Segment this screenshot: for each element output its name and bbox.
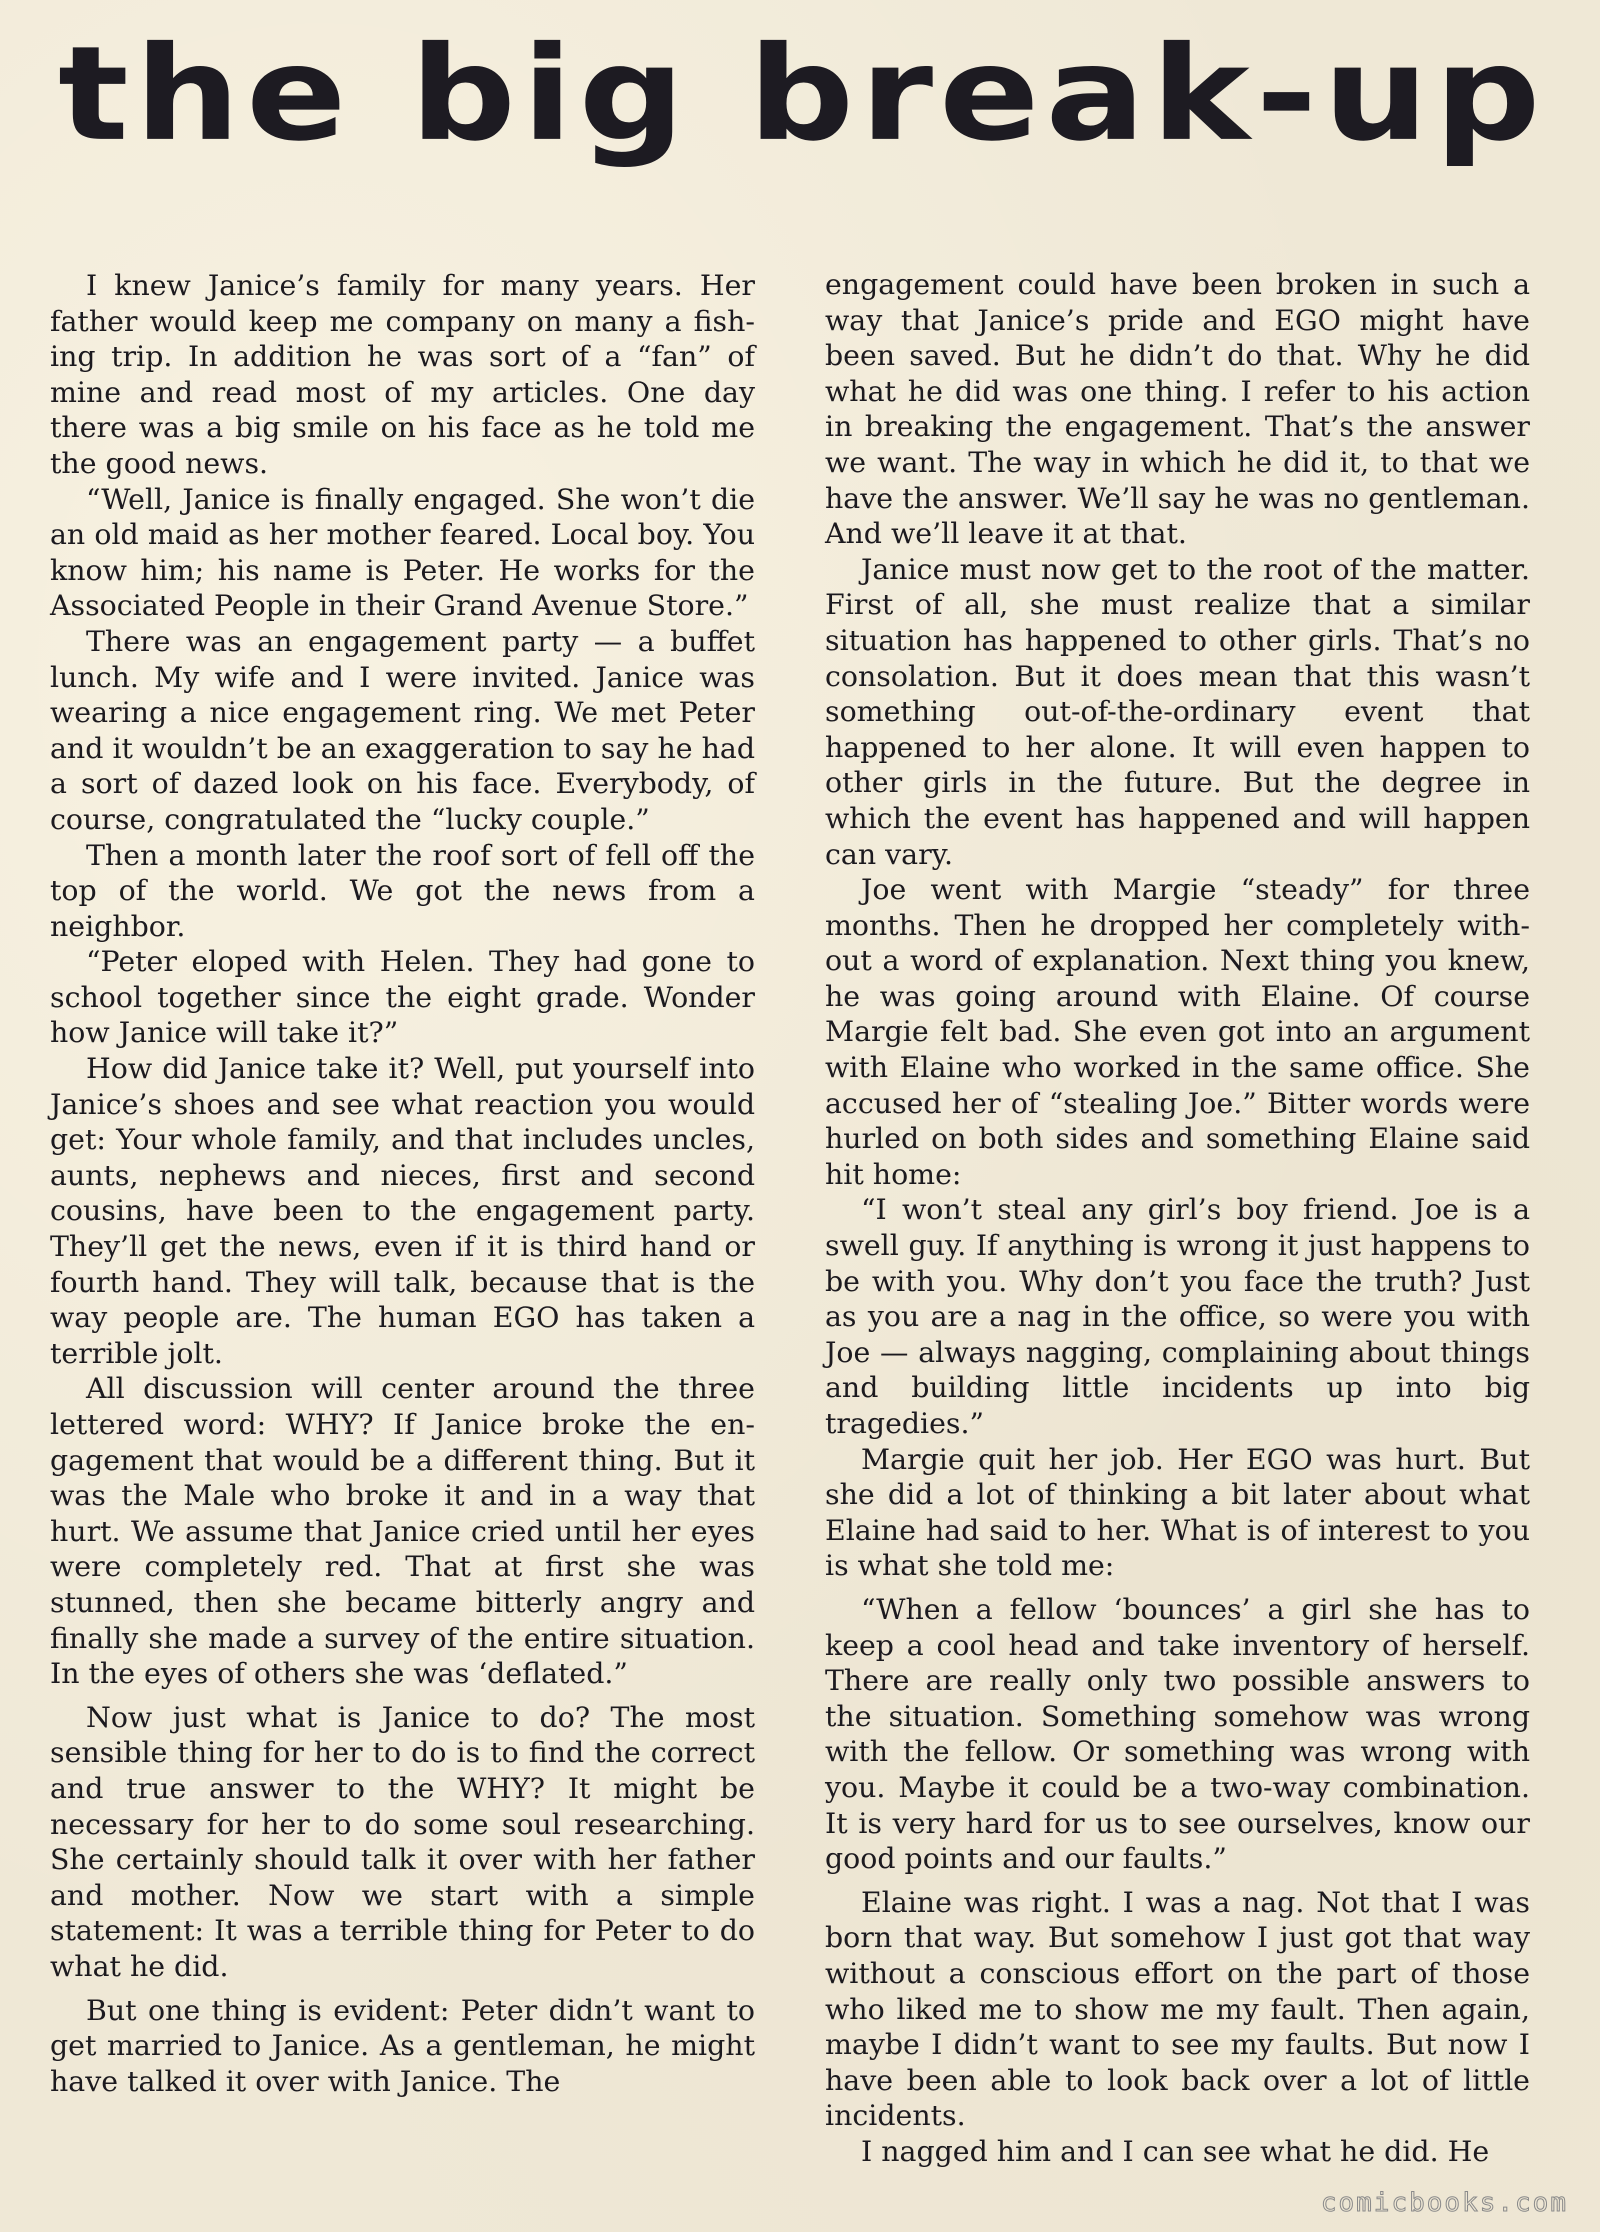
paragraph: “When a fellow ‘bounces’ a girl she has to keep a cool head and take inventory of herself. There are really only two possible answers to the situation. Something somehow was wrong with the fellow. Or something was wrong with you. Maybe it could be a two-way combination. It is very hard for us to see ourselves, know our good points and our faults.” xyxy=(825,1592,1530,1876)
paragraph: All discussion will center around the three lettered word: WHY? If Janice broke the engagement that would be a different thing. But it was the Male who broke it and in a way that hurt. We assume that Janice cried until her eyes were completely red. That at first she was stunned, then she became bitterly angry and finally she made a survey of the entire situation. In the eyes of others she was ‘deflated.” xyxy=(50,1372,755,1691)
paragraph: “I won’t steal any girl’s boy friend. Joe is a swell guy. If anything is wrong it just happens to be with you. Why don’t you face the truth? Just as you are a nag in the office, so were you with Joe — always nagging, complaining about things and building little incidents up into big tragedies.” xyxy=(825,1193,1530,1440)
paragraph: I knew Janice’s family for many years. Her father would keep me company on many a fishing trip. In addition he was sort of a “fan” of mine and read most of my articles. One day there was a big smile on his face as he told me the good news. xyxy=(50,269,755,480)
paragraph: Janice must now get to the root of the matter. First of all, she must realize that a similar situation has happened to other girls. That’s no consolation. But it does mean that this wasn’t something out-of-the-ordinary event that happened to her alone. It will even happen to other girls in the future. But the degree in which the event has happened and will happen can vary. xyxy=(825,552,1530,871)
paragraph: “Peter eloped with Helen. They had gone to school together since the eight grade. Wonder how Janice will take it?” xyxy=(50,945,755,1050)
article-headline: the big break-up xyxy=(58,18,1547,170)
article-left-column xyxy=(50,268,755,2099)
article-right-column xyxy=(825,267,1530,2169)
paragraph: But one thing is evident: Peter didn’t want to get married to Janice. As a gentleman, he might have talked it over with Janice. The xyxy=(50,1993,755,2098)
paragraph: How did Janice take it? Well, put yourself into Janice’s shoes and see what reaction you would get: Your whole family, and that includes uncles, aunts, nephews and nieces, first and second cousins, have been to the engagement party. They’ll get the news, even if it is third hand or fourth hand. They will talk, because that is the way people are. The human EGO has taken a terrible jolt. xyxy=(50,1052,755,1370)
paragraph: Elaine was right. I was a nag. Not that I was born that way. But somehow I just got that way without a conscious effort on the part of those who liked me to show me my fault. Then again, maybe I didn’t want to see my faults. But now I have been able to look back over a lot of little incidents. xyxy=(825,1885,1530,2133)
paragraph: I nagged him and I can see what he did. He xyxy=(861,2134,1490,2168)
site-watermark: comicbooks.com xyxy=(1320,2188,1568,2218)
paragraph: Joe went with Margie “steady” for three months. Then he dropped her completely without a word of explanation. Next thing you knew, he was going around with Elaine. Of course Margie felt bad. She even got into an argument with Elaine who worked in the same office. She accused her of “stealing Joe.” Bitter words were hurled on both sides and something Elaine said hit home: xyxy=(825,873,1530,1191)
paragraph: Margie quit her job. Her EGO was hurt. But she did a lot of thinking a bit later about what Elaine had said to her. What is of interest to you is what she told me: xyxy=(825,1442,1530,1583)
paragraph: Now just what is Janice to do? The most sensible thing for her to do is to find the correct and true answer to the WHY? It might be necessary for her to do some soul researching. She certainly should talk it over with her father and mother. Now we start with a simple statement: It was a terrible thing for Peter to do what he did. xyxy=(50,1700,755,1983)
paragraph: Then a month later the roof sort of fell off the top of the world. We got the news from a neighbor. xyxy=(50,838,755,943)
paragraph: “Well, Janice is finally engaged. She won’t die an old maid as her mother feared. Local boy. You know him; his name is Peter. He works for the Associated People in their Grand Avenue Store.” xyxy=(50,482,755,623)
paragraph: There was an engagement party — a buffet lunch. My wife and I were invited. Janice was wearing a nice engagement ring. We met Peter and it wouldn’t be an exaggeration to say he had a sort of dazed look on his face. Everybody, of course, congratulated the “lucky couple.” xyxy=(50,624,755,836)
paragraph: engagement could have been broken in such a way that Janice’s pride and EGO might have been saved. But he didn’t do that. Why he did what he did was one thing. I refer to his action in breaking the engagement. That’s the answer we want. The way in which he did it, to that we have the answer. We’ll say he was no gentleman. And we’ll leave it at that. xyxy=(825,268,1530,551)
